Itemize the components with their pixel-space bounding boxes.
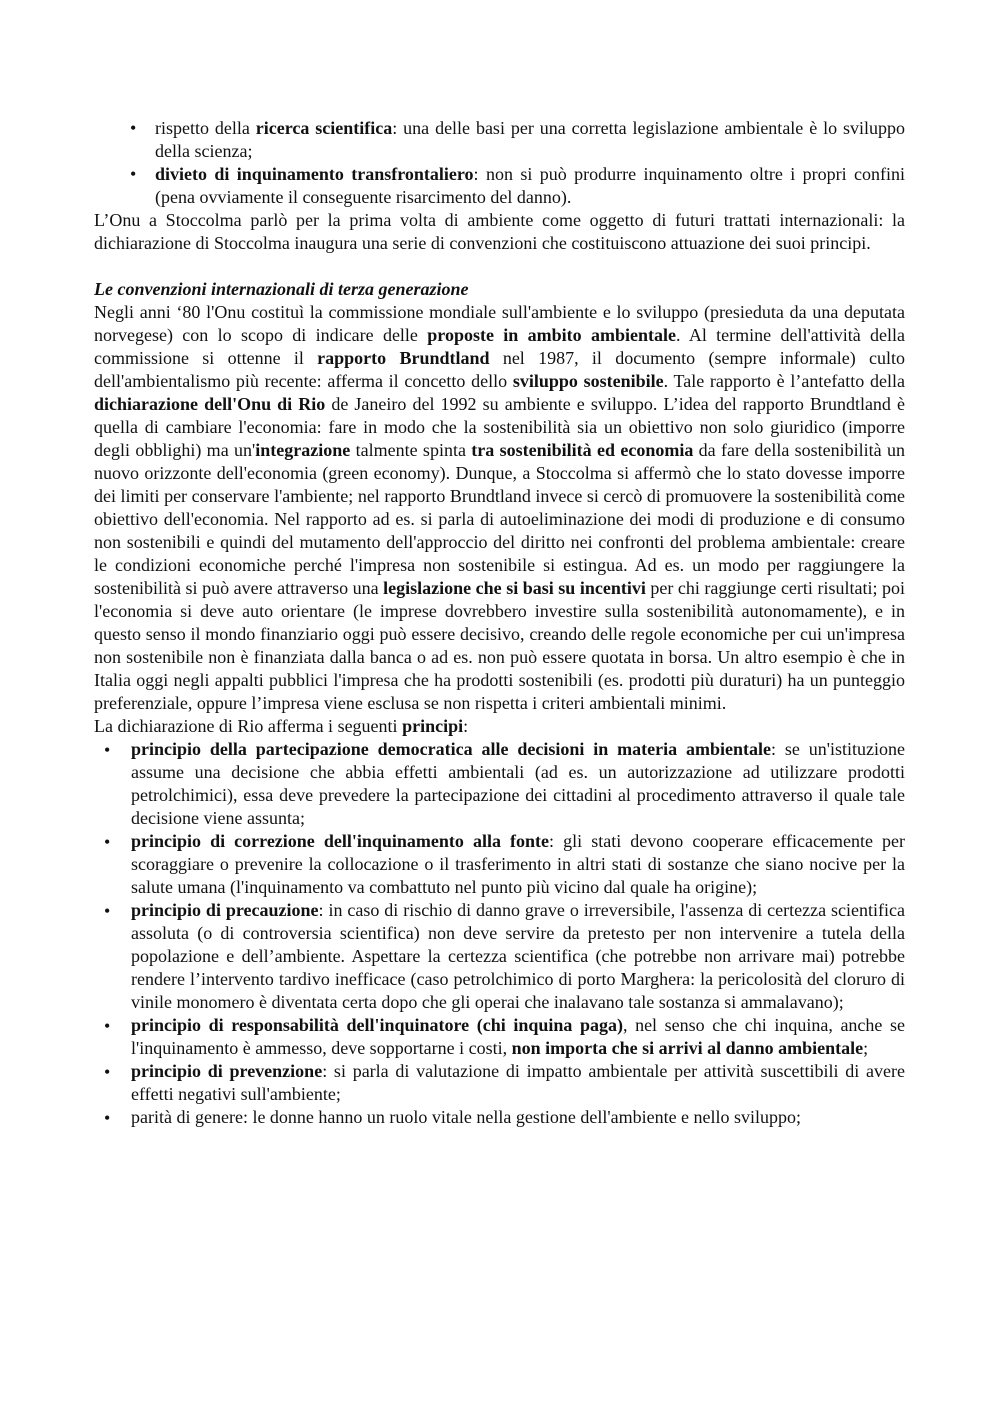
rio-intro: La dichiarazione di Rio afferma i seguenti principi:	[94, 716, 469, 736]
list-item: • principio di precauzione: in caso di rischio di danno grave o irreversibile, l'assenza di certezza scientifica assoluta (o di controversia scientifica) non deve servire da pretesto per non intervenire a tutela della popolazione e dell’ambiente. Aspettare la certezza scientifica (che potrebbe non arrivare mai) potrebbe rendere l’intervento tardivo inefficace (caso petrolchimico di porto Marghera: la pericolosità del cloruro di vinile monomero è diventata certa dopo che gli operai che inalavano tale sostanza si ammalavano);	[94, 899, 905, 1014]
list-item: • principio di correzione dell'inquinamento alla fonte: gli stati devono cooperare efficacemente per scoraggiare o prevenire la collocazione o il trasferimento in altri stati di sostanze che siano nocive per la salute umana (l'inquinamento va combattuto nel punto più vicino dal quale ha origine);	[94, 830, 905, 899]
list-item: • divieto di inquinamento transfrontaliero: non si può produrre inquinamento oltre i propri confini (pena ovviamente il conseguente risarcimento del danno).	[94, 163, 905, 209]
list-item: • principio della partecipazione democratica alle decisioni in materia ambientale: se un'istituzione assume una decisione che abbia effetti ambientali (ad es. un autorizzazione ad utilizzare prodotti petrolchimici), essa deve prevedere la partecipazione dei cittadini al procedimento attraverso il quale tale decisione viene assunta;	[94, 738, 905, 830]
list-item: • principio di responsabilità dell'inquinatore (chi inquina paga), nel senso che chi inquina, anche se l'inquinamento è ammesso, deve sopportarne i costi, non importa che si arrivi al danno ambientale;	[94, 1014, 905, 1060]
list-item: • parità di genere: le donne hanno un ruolo vitale nella gestione dell'ambiente e nello sviluppo;	[94, 1106, 905, 1129]
top-bullet-list	[94, 117, 905, 209]
paragraph-stoccolma: L’Onu a Stoccolma parlò per la prima volta di ambiente come oggetto di futuri trattati internazionali: la dichiarazione di Stoccolma inaugura una serie di convenzioni che costituiscono attuazione dei suoi principi.	[94, 210, 905, 253]
section-heading: Le convenzioni internazionali di terza generazione	[94, 279, 469, 299]
spacer	[94, 255, 905, 278]
paragraph-brundtland: Negli anni ‘80 l'Onu costituì la commissione mondiale sull'ambiente e lo sviluppo (presieduta da una deputata norvegese) con lo scopo di indicare delle proposte in ambito ambientale. Al termine dell'attività della commissione si ottenne il rapporto Brundtland nel 1987, il documento (sempre informale) culto dell'ambientalismo più recente: afferma il concetto dello sviluppo sostenibile. Tale rapporto è l’antefatto della dichiarazione dell'Onu di Rio de Janeiro del 1992 su ambiente e sviluppo. L’idea del rapporto Brundtland è quella di cambiare l'economia: fare in modo che la sostenibilità sia un obiettivo non solo giuridico (imporre degli obblighi) ma un'integrazione talmente spinta tra sostenibilità ed economia da fare della sostenibilità un nuovo orizzonte dell'economia (green economy). Dunque, a Stoccolma si affermò che lo stato dovesse imporre dei limiti per conservare l'ambiente; nel rapporto Brundtland invece si cercò di promuovere la sostenibilità come obiettivo dell'economia. Nel rapporto ad es. si parla di autoeliminazione dei modi di produzione e di consumo non sostenibili e quindi del mutamento dell'approccio del diritto nei confronti del problema ambientale: creare le condizioni economiche perché l'impresa non sostenibile si estingua. Ad es. un modo per raggiungere la sostenibilità si può avere attraverso una legislazione che si basi su incentivi per chi raggiunge certi risultati; poi l'economia si deve auto orientare (le imprese dovrebbero investire sulla sostenibilità autonomamente), e in questo senso il mondo finanziario oggi può essere decisivo, creando delle regole economiche per cui un'impresa non sostenibile non è finanziata dalla banca o ad es. non può essere quotata in borsa. Un altro esempio è che in Italia oggi negli appalti pubblici l'impresa che ha prodotti sostenibili (es. prodotti più duraturi) ha un punteggio preferenziale, oppure l’impresa viene esclusa se non rispetta i criteri ambientali minimi.	[94, 302, 906, 713]
list-item: • rispetto della ricerca scientifica: una delle basi per una corretta legislazione ambientale è lo sviluppo della scienza;	[94, 117, 905, 163]
list-item: • principio di prevenzione: si parla di valutazione di impatto ambientale per attività suscettibili di avere effetti negativi sull'ambiente;	[94, 1060, 905, 1106]
bold-term: ricerca scientifica	[255, 118, 393, 138]
rio-principles-list	[94, 738, 905, 1129]
bold-term: divieto di inquinamento transfrontaliero	[155, 164, 474, 184]
